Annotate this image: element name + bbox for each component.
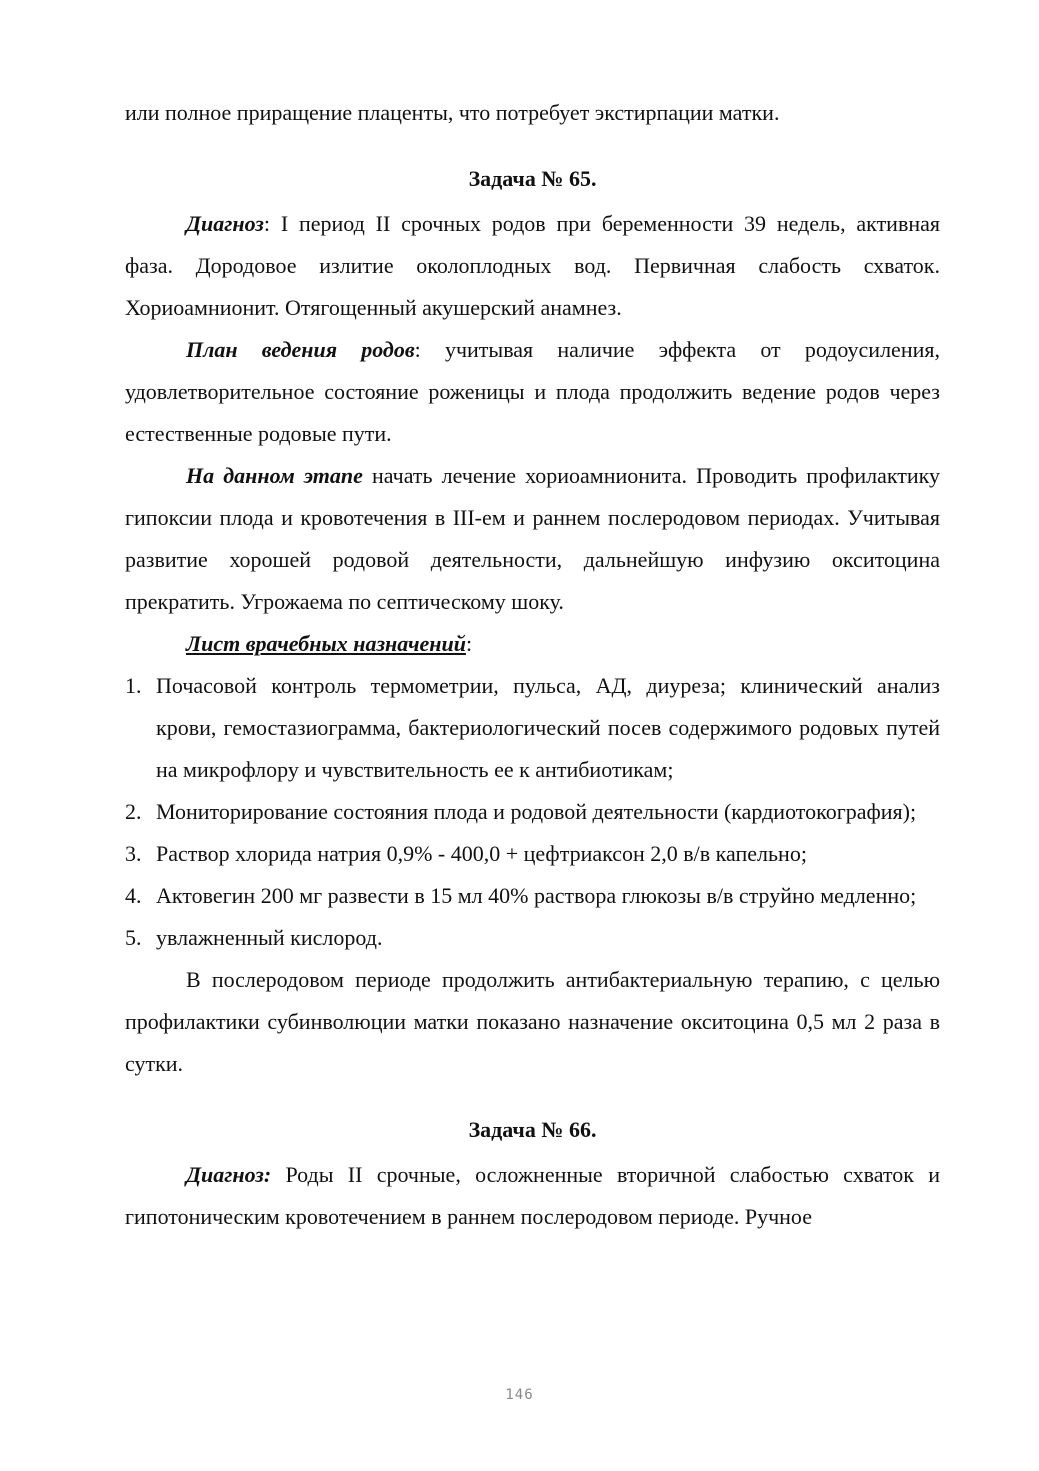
- task-65-stage-paragraph: [125, 455, 940, 623]
- diagnosis-label: Диагноз: [186, 211, 264, 236]
- list-item: [125, 791, 940, 833]
- diagnosis-label: Диагноз:: [186, 1162, 272, 1187]
- list-item: [125, 665, 940, 791]
- list-item-number: 2.: [125, 799, 142, 824]
- task-65-plan-paragraph: [125, 329, 940, 455]
- plan-text: : учитывая наличие эффекта от родоусиления, удовлетворительное состояние роженицы и плода продолжить ведение родов через естественные родовые пути.: [125, 337, 940, 446]
- list-item-number: 3.: [125, 841, 142, 866]
- task-66-heading: Задача № 66.: [468, 1117, 597, 1142]
- task-65-heading: Задача № 65.: [468, 166, 597, 191]
- list-item-text: Почасовой контроль термометрии, пульса, АД, диуреза; клинический анализ крови, гемостазиограмма, бактериологический посев содержимого родовых путей на микрофлору и чувствительность ее к антибиотикам;: [156, 673, 940, 782]
- diagnosis-text: : I период II срочных родов при беременности 39 недель, активная фаза. Дородовое излитие околоплодных вод. Первичная слабость схваток. Хориоамнионит. Отягощенный акушерский анамнез.: [125, 211, 940, 320]
- postpartum-paragraph: В послеродовом периоде продолжить антибактериальную терапию, с целью профилактики субинволюции матки показано назначение окситоцина 0,5 мл 2 раза в сутки.: [125, 967, 940, 1076]
- document-page: [125, 92, 940, 1238]
- orders-colon: :: [465, 631, 473, 656]
- orders-list: [125, 665, 940, 959]
- page-number: 146: [505, 1387, 534, 1403]
- list-item-number: 5.: [125, 925, 142, 950]
- stage-text: начать лечение хориоамнионита. Проводить профилактику гипоксии плода и кровотечения в III-ем и раннем послеродовом периодах. Учитывая развитие хорошей родовой деятельности, дальнейшую инфузию окситоцина прекратить. Угрожаема по септическому шоку.: [125, 463, 941, 614]
- list-item: [125, 875, 940, 917]
- list-item: [125, 833, 940, 875]
- orders-label: Лист врачебных назначений: [186, 631, 466, 656]
- stage-label: На данном этапе: [186, 463, 363, 488]
- task-66-diagnosis-paragraph: [125, 1154, 940, 1238]
- list-item-number: 1.: [125, 673, 142, 698]
- task-65-diagnosis-paragraph: [125, 203, 940, 329]
- list-item-number: 4.: [125, 883, 142, 908]
- continuation-paragraph: или полное приращение плаценты, что потребует экстирпации матки.: [125, 100, 780, 125]
- list-item-text: Раствор хлорида натрия 0,9% - 400,0 + цефтриаксон 2,0 в/в капельно;: [156, 841, 807, 866]
- list-item-text: Актовегин 200 мг развести в 15 мл 40% раствора глюкозы в/в струйно медленно;: [156, 883, 917, 908]
- list-item-text: увлажненный кислород.: [156, 925, 383, 950]
- list-item: [125, 917, 940, 959]
- list-item-text: Мониторирование состояния плода и родовой деятельности (кардиотокография);: [156, 799, 917, 824]
- plan-label: План ведения родов: [186, 337, 415, 362]
- orders-heading: [125, 623, 940, 665]
- diagnosis-text: Роды II срочные, осложненные вторичной слабостью схваток и гипотоническим кровотечением в раннем послеродовом периоде. Ручное: [125, 1162, 940, 1229]
